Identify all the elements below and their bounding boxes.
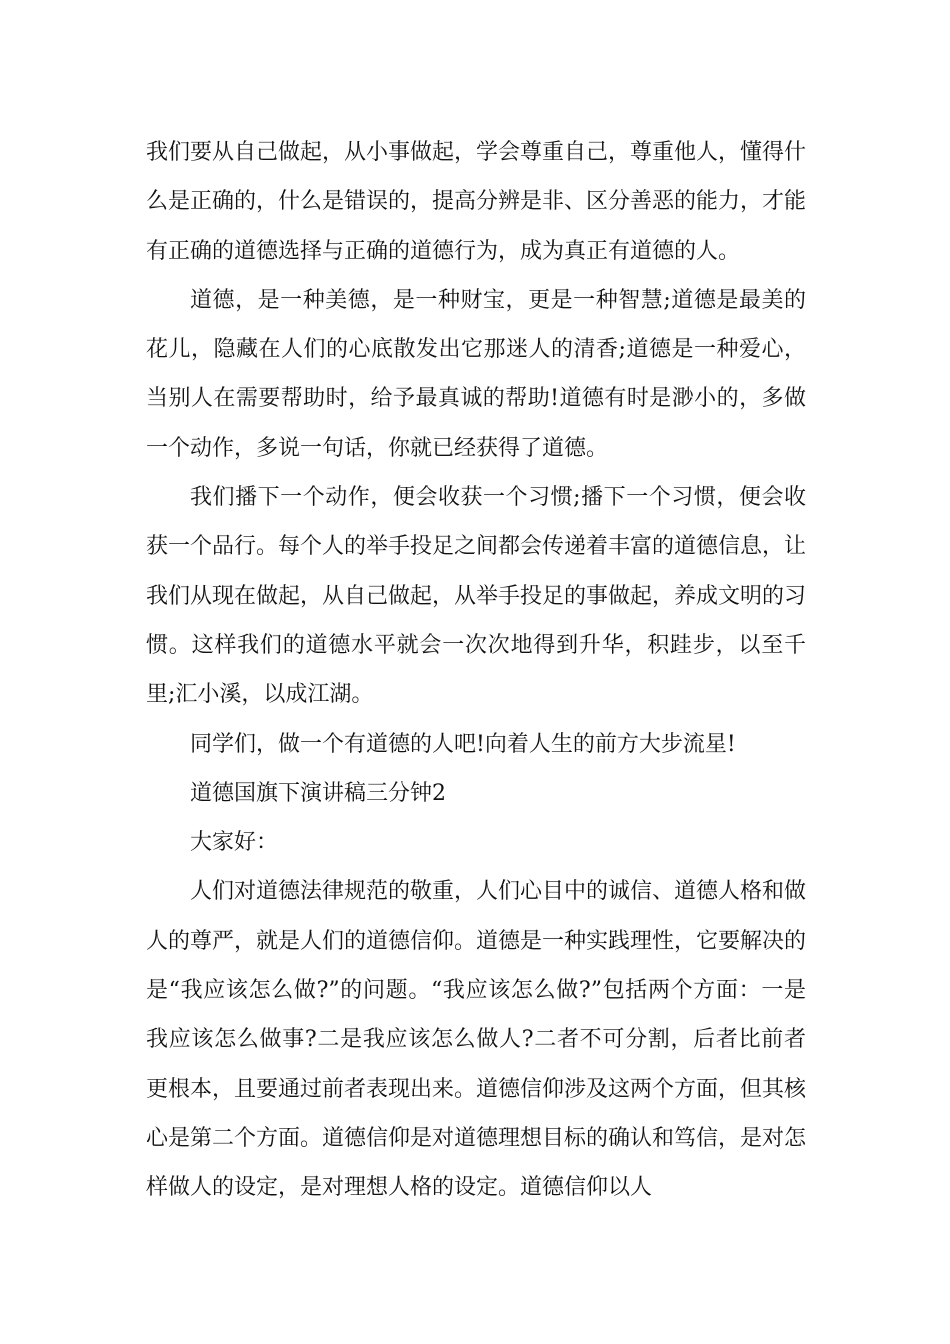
greeting: 大家好： bbox=[190, 830, 279, 856]
paragraph-2: 道德，是一种美德，是一种财宝，更是一种智慧;道德是最美的花儿，隐藏在人们的心底散发出它那迷人的清香;道德是一种爱心，当别人在需要帮助时，给予最真诚的帮助!道德有时是渺小的，多做一个动作，多说一句话，你就已经获得了道德。 bbox=[146, 287, 806, 461]
document-body bbox=[146, 128, 806, 1213]
paragraph-5: 人们对道德法律规范的敬重，人们心目中的诚信、道德人格和做人的尊严，就是人们的道德信仰。道德是一种实践理性，它要解决的是“我应该怎么做?”的问题。“我应该怎么做?”包括两个方面：一是我应该怎么做事?二是我应该怎么做人?二者不可分割，后者比前者更根本，且要通过前者表现出来。道德信仰涉及这两个方面，但其核心是第二个方面。道德信仰是对道德理想目标的确认和笃信，是对怎样做人的设定，是对理想人格的设定。道德信仰以人 bbox=[146, 879, 807, 1201]
paragraph-3: 我们播下一个动作，便会收获一个习惯;播下一个习惯，便会收获一个品行。每个人的举手投足之间都会传递着丰富的道德信息，让我们从现在做起，从自己做起，从举手投足的事做起，养成文明的习惯。这样我们的道德水平就会一次次地得到升华，积跬步，以至千里;汇小溪，以成江湖。 bbox=[146, 485, 807, 708]
paragraph-4: 同学们，做一个有道德的人吧!向着人生的前方大步流星! bbox=[190, 731, 736, 757]
paragraph-1: 我们要从自己做起，从小事做起，学会尊重自己，尊重他人，懂得什么是正确的，什么是错误的，提高分辨是非、区分善恶的能力，才能有正确的道德选择与正确的道德行为，成为真正有道德的人。 bbox=[146, 140, 807, 264]
section-heading: 道德国旗下演讲稿三分钟2 bbox=[190, 780, 446, 806]
